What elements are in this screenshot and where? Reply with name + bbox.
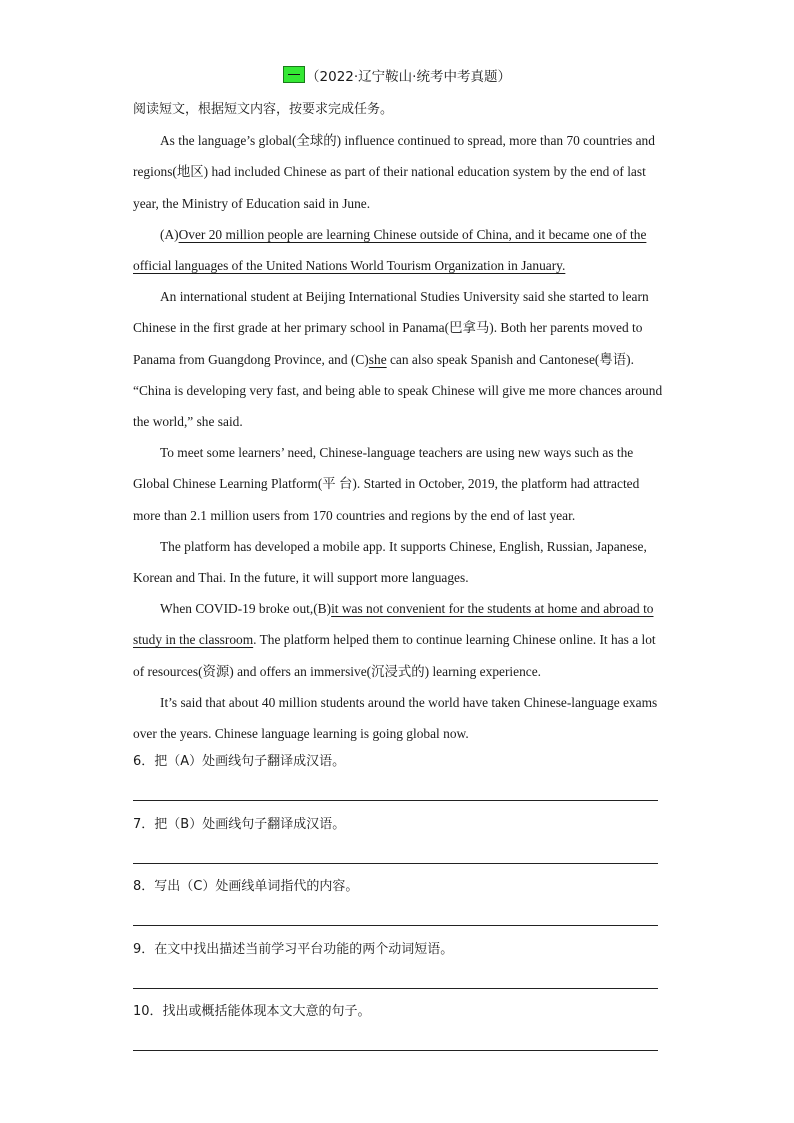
answer-line[interactable] <box>133 1050 658 1051</box>
question-item <box>133 998 658 1061</box>
paragraph-3 <box>133 281 665 437</box>
paragraph-6 <box>133 593 665 687</box>
paragraph-7: It’s said that about 40 million students around the world have taken Chinese-language exams over the years. Chinese language learning is going global now. <box>133 694 658 742</box>
underlined-sentence-b: it was not convenient for the students at home and abroad to study in the classroom <box>133 601 654 648</box>
paragraph-2 <box>133 219 665 281</box>
reading-passage <box>133 94 665 749</box>
question-item <box>133 748 658 811</box>
paragraph-5: The platform has developed a mobile app. It supports Chinese, English, Russian, Japanese, Korean and Thai. In the future, it will support more languages. <box>133 538 647 586</box>
question-text: 8．写出（C）处画线单词指代的内容。 <box>133 879 359 894</box>
question-text: 6．把（A）处画线句子翻译成汉语。 <box>133 754 346 769</box>
underlined-sentence-a: Over 20 million people are learning Chinese outside of China, and it became one of the official languages of the United Nations World Tourism Organization in January. <box>133 226 647 274</box>
source-label: （2022·辽宁鞍山·统考中考真题） <box>306 69 511 85</box>
paragraph-3-text-b: can also speak Spanish and Cantonese(粤语). “China is developing very fast, and being able to speak Chinese will give me more chances around the world,” she said. <box>133 351 663 430</box>
paragraph-6-rest: . The platform helped them to continue learning Chinese online. It has a lot of resources(资源) and offers an immersive(沉浸式的) learning experience. <box>133 632 656 679</box>
question-header <box>0 66 794 87</box>
question-item <box>133 811 658 874</box>
answer-line[interactable] <box>133 988 658 989</box>
instruction-text: 阅读短文，根据短文内容，按要求完成任务。 <box>133 102 394 117</box>
marker-b: When COVID-19 broke out,(B) <box>160 601 332 617</box>
question-number-badge <box>283 66 305 83</box>
paragraph-4: To meet some learners’ need, Chinese-language teachers are using new ways such as the Global Chinese Learning Platform(平 台). Started in October, 2019, the platform had attracted more than 2.1 million users from 170 countries and regions by the end of last year. <box>133 445 640 523</box>
answer-line[interactable] <box>133 800 658 801</box>
marker-a: (A) <box>160 226 179 242</box>
question-text: 10．找出或概括能体现本文大意的句子。 <box>133 1004 371 1019</box>
question-text: 7．把（B）处画线句子翻译成汉语。 <box>133 816 346 832</box>
paragraph-3-text-a: An international student at Beijing International Studies University said she started to learn Chinese in the first grade at her primary school in Panama(巴拿马). Both her parents moved to Panama from Guangdong Province, and (C) <box>133 289 649 367</box>
answer-line[interactable] <box>133 925 658 926</box>
question-item <box>133 936 658 999</box>
question-item <box>133 873 658 936</box>
answer-line[interactable] <box>133 863 658 864</box>
paragraph-1: As the language’s global(全球的) influence continued to spread, more than 70 countries and regions(地区) had included Chinese as part of their national education system by the end of last year, the Ministry of Education said in June. <box>133 133 655 211</box>
question-text: 9．在文中找出描述当前学习平台功能的两个动词短语。 <box>133 941 454 957</box>
question-list <box>133 748 658 1061</box>
underlined-word-c: she <box>368 351 387 367</box>
